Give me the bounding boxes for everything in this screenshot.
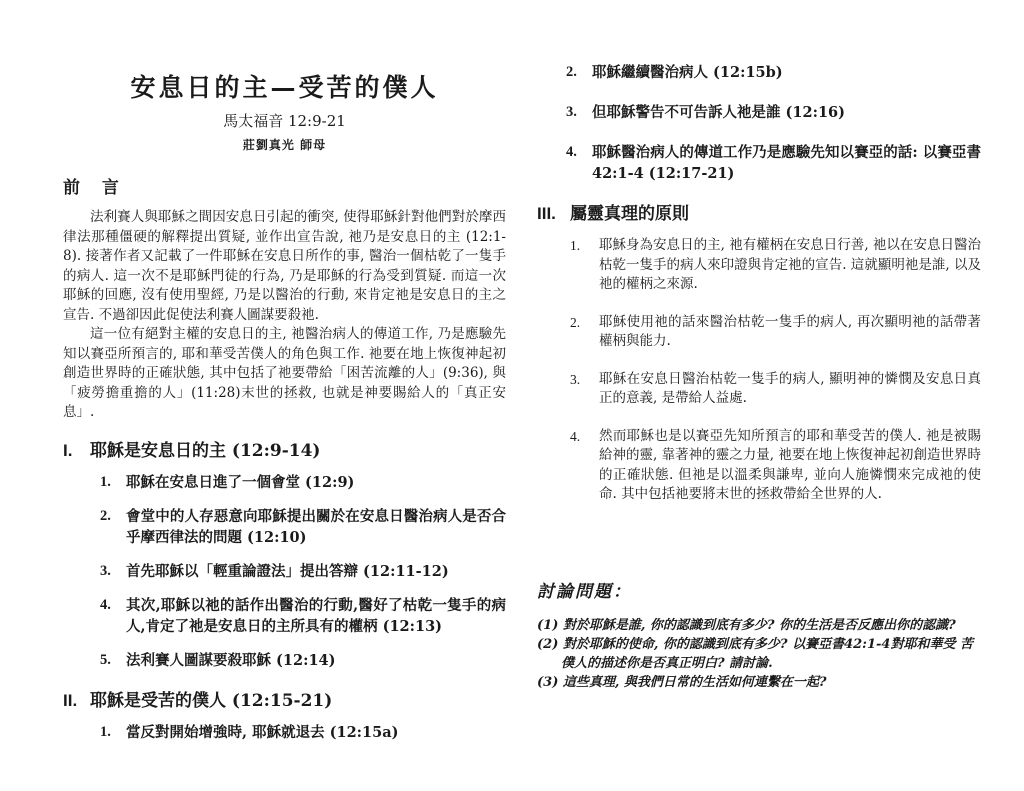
right-column	[537, 62, 981, 692]
preface-paragraph-1: 法利賽人與耶穌之間因安息日引起的衝突, 使得耶穌針對他們對於摩西律法那種僵硬的解釋提出質疑, 並作出宣告說, 祂乃是安息日的主 (12:1-8). 接著作者又記載了一件耶穌在安息日所作的事, 醫治一個枯乾了一隻手的病人. 這一次不是耶穌門徒的行為, 乃是耶穌的行為受到質疑. 而這一次耶穌的回應, 沒有使用聖經, 乃是以醫治的行動, 來肯定祂是安息日的主之宣告. 不過卻因此促使法利賽人圖謀要殺祂.	[63, 209, 506, 323]
item-number: 2.	[570, 314, 581, 330]
item-number: 2.	[566, 64, 577, 80]
section-3-heading	[537, 203, 981, 225]
item-number: 4.	[566, 144, 577, 160]
item-number: 5.	[100, 651, 111, 668]
outline-item	[100, 595, 506, 637]
item-text: 耶穌繼續醫治病人 (12:15b)	[592, 64, 783, 81]
item-text: 但耶穌警告不可告訴人祂是誰 (12:16)	[592, 104, 845, 121]
scripture-reference: 馬太福音 12:9-21	[223, 112, 346, 130]
item-text: 耶穌在安息日醫治枯乾一隻手的病人, 顯明神的憐憫及安息日真正的意義, 是帶給人益處.	[599, 370, 981, 406]
section-2-label: II.	[63, 690, 78, 710]
item-text: 耶穌在安息日進了一個會堂 (12:9)	[126, 473, 355, 491]
item-text: 耶穌醫治病人的傳道工作乃是應驗先知以賽亞的話: 以賽亞書 42:1-4 (12:17-21)	[592, 144, 981, 182]
document-title: 安息日的主—受苦的僕人	[130, 73, 439, 102]
left-column	[63, 68, 506, 756]
item-number: 1.	[570, 238, 581, 253]
item-text: 首先耶穌以「輕重論證法」提出答辯 (12:11-12)	[126, 562, 449, 580]
discussion-question: (1) 對於耶穌是誰, 你的認識到底有多少? 你的生活是否反應出你的認識?	[537, 617, 956, 633]
item-number: 4.	[570, 428, 581, 444]
item-number: 1.	[100, 723, 111, 740]
discussion-question: (3) 這些真理, 與我們日常的生活如何連繫在一起?	[537, 674, 827, 690]
outline-item	[566, 102, 981, 123]
section-1-label: I.	[63, 440, 73, 460]
outline-item	[566, 142, 981, 184]
section-3-label: III.	[537, 204, 556, 223]
outline-item	[100, 722, 506, 743]
discussion-section	[537, 577, 981, 692]
section-2-title: 耶穌是受苦的僕人 (12:15-21)	[90, 690, 333, 711]
item-number: 2.	[100, 507, 111, 524]
outline-item	[100, 472, 506, 493]
item-text: 法利賽人圖謀要殺耶穌 (12:14)	[126, 651, 336, 669]
item-number: 1.	[100, 473, 111, 490]
item-number: 3.	[100, 562, 111, 579]
item-text: 會堂中的人存惡意向耶穌提出關於在安息日醫治病人是否合乎摩西律法的問題 (12:10)	[126, 507, 506, 546]
outline-item	[100, 506, 506, 548]
section-2-items-right	[566, 62, 981, 184]
outline-item	[570, 236, 981, 295]
outline-item	[570, 313, 981, 352]
section-1-items	[100, 472, 506, 671]
discussion-question: (2) 對於耶穌的使命, 你的認識到底有多少? 以賽亞書42:1-4對耶和華受 苦僕人的描述你是否真正明白? 請討論.	[537, 636, 973, 671]
item-text: 其次,耶穌以祂的話作出醫治的行動,醫好了枯乾一隻手的病人,肯定了祂是安息日的主所具有的權柄 (12:13)	[126, 596, 506, 635]
item-text: 然而耶穌也是以賽亞先知所預言的耶和華受苦的僕人. 祂是被賜給神的靈, 靠著神的靈之力量, 祂要在地上恢復神起初創造世界時的正確狀態. 但祂是以溫柔與謙卑, 並向人施憐憫來完成祂的使命. 其中包括祂要將末世的拯救帶給全世界的人.	[599, 427, 981, 502]
item-number: 3.	[570, 371, 581, 387]
item-text: 耶穌身為安息日的主, 祂有權柄在安息日行善, 祂以在安息日醫治枯乾一隻手的病人來印證與肯定祂的宣告. 這就顯明祂是誰, 以及祂的權柄之來源.	[599, 237, 981, 292]
section-2-heading	[63, 690, 506, 712]
item-text: 耶穌使用祂的話來醫治枯乾一隻手的病人, 再次顯明祂的話帶著權柄與能力.	[599, 313, 981, 349]
preface-paragraph-2: 這一位有絕對主權的安息日的主, 祂醫治病人的傳道工作, 乃是應驗先知以賽亞所預言的, 耶和華受苦僕人的角色與工作. 祂要在地上恢復神起初創造世界時的正確狀態, 其中包括了祂要帶給「困苦流離的人」(9:36), 與「疲勞擔重擔的人」(11:28)末世的拯救, 也就是神要賜給人的「真正安息」.	[63, 326, 506, 420]
discussion-heading: 討論問題：	[537, 581, 632, 602]
outline-item	[100, 650, 506, 671]
item-number: 4.	[100, 596, 111, 613]
outline-item	[570, 427, 981, 505]
section-1-title: 耶穌是安息日的主 (12:9-14)	[90, 440, 321, 461]
outline-item	[570, 370, 981, 409]
section-1-heading	[63, 440, 506, 462]
preface-heading: 前 言	[63, 178, 127, 198]
item-number: 3.	[566, 104, 577, 120]
discussion-questions	[537, 616, 981, 692]
outline-item	[566, 62, 981, 83]
author-name: 莊劉真光 師母	[242, 138, 327, 152]
section-3-items	[570, 236, 981, 505]
section-2-items-left	[100, 722, 506, 743]
item-text: 當反對開始增強時, 耶穌就退去 (12:15a)	[126, 723, 399, 741]
section-3-title: 屬靈真理的原則	[570, 204, 689, 224]
outline-item	[100, 561, 506, 582]
